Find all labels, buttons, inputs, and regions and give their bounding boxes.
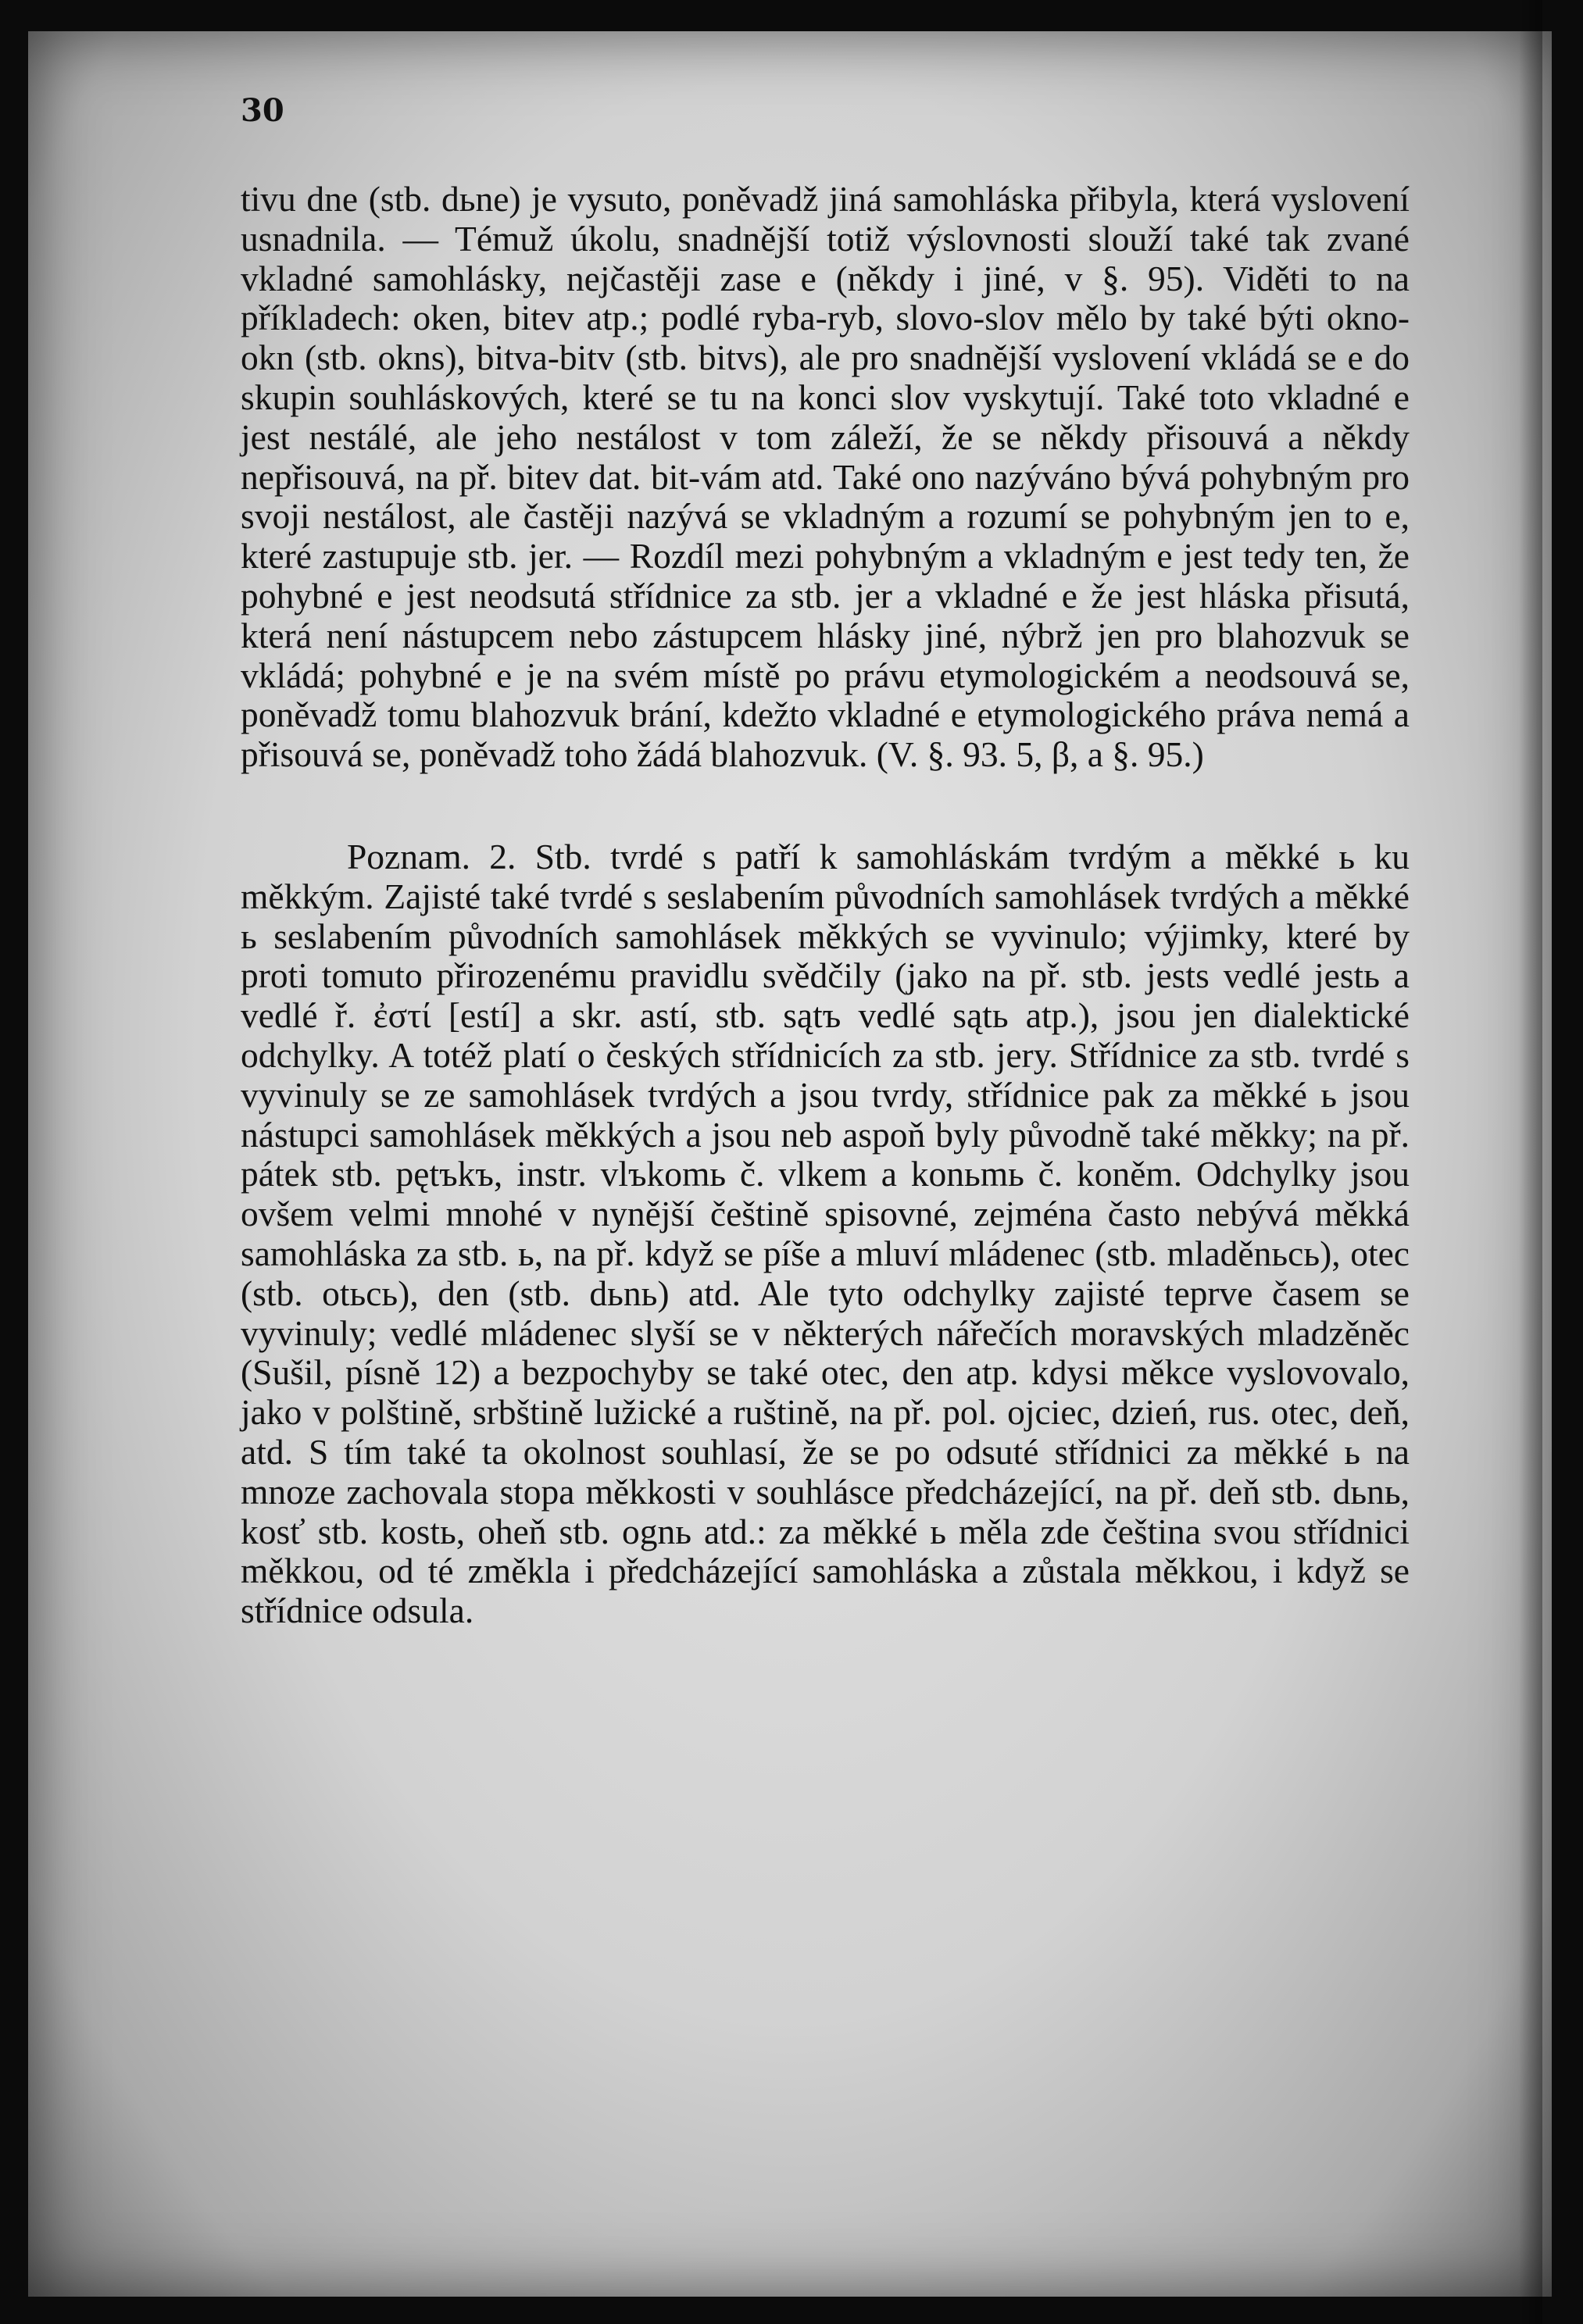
body-text — [241, 180, 1410, 1631]
paragraph-2-note: Poznam. 2. Stb. tvrdé s patří k samohláskám tvrdým a měkké ь ku měkkým. Zajisté také tvrdé s seslabením původních samohlásek tvrdých a měkké ь seslabením původních samohlásek měkkých se vyvinulo; výjimky, které by proti tomuto přirozenému pravidlu svědčily (jako na př. stb. jests vedlé jestь a vedlé ř. ἐστί [estí] a skr. astí, stb. sątъ vedlé sątь atp.), jsou jen dialektické odchylky. A totéž platí o českých střídnicích za stb. jery. Střídnice za stb. tvrdé s vyvinuly se ze samohlásek tvrdých a jsou tvrdy, střídnice pak za měkké ь jsou nástupci samohlásek měkkých a jsou neb aspoň byly původně také měkky; na př. pátek stb. pętъkъ, instr. vlъkomь č. vlkem a konьmь č. koněm. Odchylky jsou ovšem velmi mnohé v nynější češtině spisovné, zejména často nebývá měkká samohláska za stb. ь, na př. když se píše a mluví mládenec (stb. mladěnьсь), otec (stb. otьсь), den (stb. dьnь) atd. Ale tyto odchylky zajisté teprve časem se vyvinuly; vedlé mládenec slyší se v některých nářečích moravských mladzěněc (Sušil, písně 12) a bezpochyby se také otec, den atp. kdysi měkce vyslovovalo, jako v polštině, srbštině lužické a ruštině, na př. pol. ojciec, dzień, rus. otec, deň, atd. S tím také ta okolnost souhlasí, že se po odsuté střídnici za měkké ь na mnoze zachovala stopa měkkosti v souhlásce předcházející, na př. deň stb. dьnь, kosť stb. kostь, oheň stb. ognь atd.: za měkké ь měla zde čeština svou střídnici měkkou, od té změkla i předcházející samohláska a zůstala měkkou, i když se střídnice odsula. — [241, 836, 1410, 1631]
page-number: 30 — [241, 92, 284, 129]
paragraph-1: tivu dne (stb. dьne) je vysuto, poněvadž jiná samohláska přibyla, která vyslovení usnadnila. — Témuž úkolu, snadnější totiž výslovnosti slouží také tak zvané vkladné samohlásky, nejčastěji zase e (někdy i jiné, v §. 95). Viděti to na příkladech: oken, bitev atp.; podlé ryba-ryb, slovo-slov mělo by také býti okno-okn (stb. okns), bitva-bitv (stb. bitvs), ale pro snadnější vyslovení vkládá se e do skupin souhláskových, které se tu na konci slov vyskytují. Také toto vkladné e jest nestálé, ale jeho nestálost v tom záleží, že se někdy přisouvá a někdy nepřisouvá, na př. bitev dat. bit-vám atd. Také ono nazýváno bývá pohybným pro svoji nestálost, ale častěji nazývá se vkladným a rozumí se pohybným jen to e, které zastupuje stb. jer. — Rozdíl mezi pohybným a vkladným e jest tedy ten, že pohybné e jest neodsutá střídnice za stb. jer a vkladné e že jest hláska přisutá, která není nástupcem nebo zástupcem hlásky jiné, nýbrž jen pro blahozvuk se vkládá; pohybné e je na svém místě po právu etymologickém a neodsouvá se, poněvadž tomu blahozvuk brání, kdežto vkladné e etymologického práva nemá a přisouvá se, poněvadž toho žádá blahozvuk. (V. §. 93. 5, β, a §. 95.) — [241, 179, 1410, 775]
paragraph-gap — [241, 775, 1410, 837]
page-edge-shadow — [1519, 0, 1542, 2324]
